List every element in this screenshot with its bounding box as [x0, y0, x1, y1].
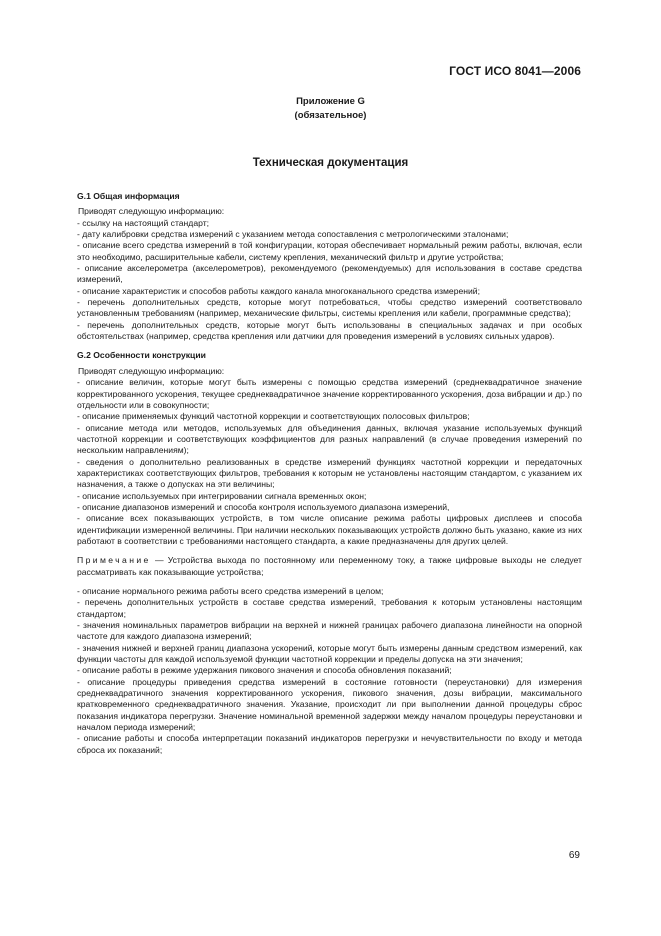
note-label: Примечание [77, 555, 151, 566]
list-item: - описание акселерометра (акселерометров), рекомендуемого (рекомендуемых) для использования в составе средства измерений, [77, 263, 582, 285]
list-item: - описание метода или методов, используемых для объединения данных, включая указание используемых функций частотной коррекции и соответствующих коэффициентов для разных направлений (в случае проведения измерений по нескольким направлениям); [77, 422, 582, 456]
g1-intro: Приводят следующую информацию: [78, 206, 225, 217]
g2-intro: Приводят следующую информацию: [78, 365, 225, 376]
list-item: - ссылку на настоящий стандарт; [77, 217, 210, 228]
list-item: - описание используемых при интегрировании сигнала временных окон; [77, 490, 367, 501]
list-item: - дату калибровки средства измерений с указанием метода сопоставления с метрологическими эталонами; [77, 229, 509, 240]
list-item: - значения нижней и верхней границ диапазона ускорений, которые могут быть измерены данным средством измерений, как функции частоты для каждой используемой функции частотной коррекции и пределы допуска на эти значения; [77, 642, 582, 665]
note [77, 555, 582, 578]
page-number: 69 [568, 850, 580, 861]
list-item: - описание всех показывающих устройств, в том числе описание режима работы цифровых дисплеев и способа идентификации измеренной величины. При наличии нескольких показывающих устройств должно быть указано, какие из них работают в соответствии с требованиями настоящего стандарта, а какие предназначены для других целей. [77, 513, 582, 546]
list-item: - описание величин, которые могут быть измерены с помощью средства измерений (среднеквадратичное значение корректированного ускорения, текущее среднеквадратичное значение корректированного ускорения, доза вибрации и др.) по отдельности или в совокупности; [77, 377, 582, 410]
g2-heading: G.2 Особенности конструкции [77, 350, 206, 361]
list-item: - значения номинальных параметров вибрации на верхней и нижней границах рабочего диапазона линейности на опорной частоте для каждого диапазона измерений; [77, 620, 582, 642]
annex-title: Приложение G [296, 96, 365, 107]
list-item: - описание применяемых функций частотной коррекции и соответствующих полосовых фильтров; [77, 411, 470, 422]
document-code: ГОСТ ИСО 8041—2006 [449, 64, 581, 78]
list-item: - перечень дополнительных средств, которые могут потребоваться, чтобы средство измерений соответствовало установленным требованиям (например, механические фильтры, системы крепления или кабели, программные средства); [77, 297, 582, 319]
list-item: - сведения о дополнительно реализованных в средстве измерений функциях частотной коррекции и передаточных характеристиках соответствующих фильтров, требования к которым не установлены настоящим стандартом, с указанием их назначения, а также о допусках на эти величины; [77, 456, 582, 490]
annex-heading [0, 95, 661, 123]
list-item: - описание работы и способа интерпретации показаний индикаторов перегрузки и нечувствительности по входу и метода сброса их показаний; [77, 733, 582, 755]
g1-heading: G.1 Общая информация [77, 191, 180, 201]
list-item: - перечень дополнительных средств, которые могут быть использованы в специальных задачах и при особых обстоятельствах (например, средства крепления или датчики для проведения измерений в условиях сильных ударов). [77, 319, 582, 342]
list-item: - описание диапазонов измерений и способа контроля используемого диапазона измерений, [77, 501, 450, 512]
annex-status: (обязательное) [294, 110, 367, 121]
section-title: Техническая документация [252, 157, 409, 169]
list-item: - перечень дополнительных устройств в составе средства измерений, требования к которым установлены настоящим стандартом; [77, 597, 582, 619]
list-item: - описание характеристик и способов работы каждого канала многоканального средства измерений; [77, 285, 480, 296]
list-item: - описание работы в режиме удержания пикового значения и способа обновления показаний; [77, 665, 452, 676]
list-item: - описание нормального режима работы всего средства измерений в целом; [77, 586, 384, 596]
list-item: - описание процедуры приведения средства измерений в состояние готовности (переустановки) для измерения среднеквадратичного значения корректированного ускорения, пикового значения, дозы вибрации, максимального кратковременного среднеквадратичного значения. Указание, происходит ли при выполнении данной процедуры сброс показания индикатора перегрузки. Значение номинальной временной задержки между началом процедуры переустановки и началом периода измерений; [77, 676, 582, 733]
document-body [77, 191, 582, 756]
list-item: - описание всего средства измерений в той конфигурации, которая обеспечивает нормальный режим работы, включая, если это необходимо, расширительные кабели, систему крепления, механический фильтр и другие устройства; [77, 240, 582, 262]
note-text: — Устройства выхода по постоянному или переменному току, а также цифровые выходы не следует рассматривать как показывающие устройства; [77, 555, 582, 577]
